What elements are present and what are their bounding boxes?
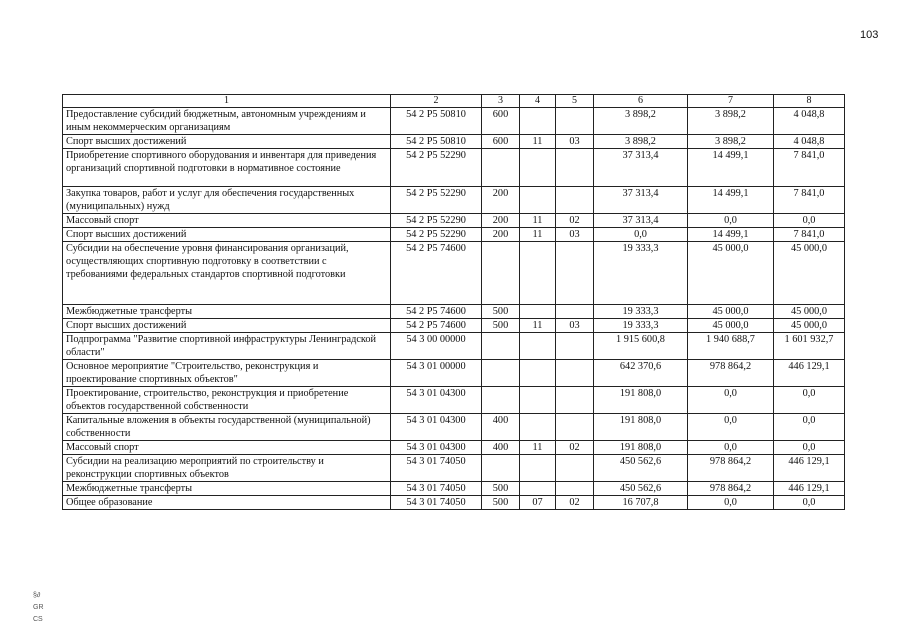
row-name: Приобретение спортивного оборудования и инвентаря для приведения организаций спортивной подготовки в нормативное состояние [63, 149, 391, 187]
expense-type: 500 [482, 496, 520, 510]
amount-col7: 14 499,1 [688, 187, 774, 214]
amount-col6: 37 313,4 [594, 187, 688, 214]
expense-type [482, 333, 520, 360]
target-code: 54 3 00 00000 [391, 333, 482, 360]
expense-type: 500 [482, 319, 520, 333]
subsection [556, 482, 594, 496]
target-code: 54 2 P5 52290 [391, 149, 482, 187]
row-name: Массовый спорт [63, 214, 391, 228]
table-row [63, 149, 845, 187]
section [520, 414, 556, 441]
amount-col6: 642 370,6 [594, 360, 688, 387]
amount-col8: 0,0 [774, 441, 845, 455]
section [520, 455, 556, 482]
amount-col8: 1 601 932,7 [774, 333, 845, 360]
header-cell: 1 [63, 95, 391, 108]
header-cell: 8 [774, 95, 845, 108]
header-cell: 7 [688, 95, 774, 108]
section [520, 187, 556, 214]
subsection [556, 414, 594, 441]
subsection [556, 305, 594, 319]
row-name: Межбюджетные трансферты [63, 482, 391, 496]
amount-col7: 0,0 [688, 214, 774, 228]
amount-col6: 0,0 [594, 228, 688, 242]
section: 11 [520, 135, 556, 149]
subsection [556, 455, 594, 482]
subsection: 02 [556, 214, 594, 228]
table-row [63, 319, 845, 333]
amount-col6: 19 333,3 [594, 242, 688, 305]
amount-col6: 191 808,0 [594, 414, 688, 441]
amount-col7: 45 000,0 [688, 242, 774, 305]
amount-col8: 0,0 [774, 387, 845, 414]
subsection: 02 [556, 496, 594, 510]
row-name: Спорт высших достижений [63, 228, 391, 242]
subsection [556, 108, 594, 135]
expense-type: 400 [482, 414, 520, 441]
amount-col7: 3 898,2 [688, 135, 774, 149]
row-name: Подпрограмма "Развитие спортивной инфраструктуры Ленинградской области" [63, 333, 391, 360]
header-cell: 3 [482, 95, 520, 108]
amount-col8: 446 129,1 [774, 360, 845, 387]
amount-col7: 0,0 [688, 387, 774, 414]
table-row [63, 455, 845, 482]
amount-col8: 45 000,0 [774, 242, 845, 305]
section [520, 149, 556, 187]
section [520, 360, 556, 387]
subsection [556, 149, 594, 187]
subsection [556, 387, 594, 414]
margin-mark: GR [33, 604, 44, 611]
target-code: 54 3 01 74050 [391, 496, 482, 510]
amount-col6: 16 707,8 [594, 496, 688, 510]
amount-col8: 45 000,0 [774, 319, 845, 333]
amount-col8: 0,0 [774, 414, 845, 441]
target-code: 54 2 P5 50810 [391, 135, 482, 149]
row-name: Массовый спорт [63, 441, 391, 455]
target-code: 54 3 01 74050 [391, 482, 482, 496]
row-name: Межбюджетные трансферты [63, 305, 391, 319]
table-row [63, 387, 845, 414]
expense-type: 200 [482, 187, 520, 214]
amount-col7: 978 864,2 [688, 360, 774, 387]
subsection [556, 360, 594, 387]
subsection: 03 [556, 319, 594, 333]
row-name: Предоставление субсидий бюджетным, автономным учреждениям и иным некоммерческим организациям [63, 108, 391, 135]
expense-type: 400 [482, 441, 520, 455]
row-name: Общее образование [63, 496, 391, 510]
section [520, 482, 556, 496]
target-code: 54 2 P5 74600 [391, 319, 482, 333]
target-code: 54 3 01 04300 [391, 441, 482, 455]
amount-col7: 45 000,0 [688, 319, 774, 333]
table-row [63, 305, 845, 319]
target-code: 54 3 01 04300 [391, 414, 482, 441]
amount-col7: 14 499,1 [688, 228, 774, 242]
expense-type: 500 [482, 305, 520, 319]
expense-type: 200 [482, 214, 520, 228]
row-name: Спорт высших достижений [63, 135, 391, 149]
subsection: 03 [556, 228, 594, 242]
amount-col8: 45 000,0 [774, 305, 845, 319]
amount-col7: 0,0 [688, 414, 774, 441]
section: 07 [520, 496, 556, 510]
row-name: Спорт высших достижений [63, 319, 391, 333]
amount-col6: 450 562,6 [594, 455, 688, 482]
table-row [63, 135, 845, 149]
table-row [63, 187, 845, 214]
expense-type [482, 387, 520, 414]
amount-col7: 978 864,2 [688, 482, 774, 496]
section [520, 108, 556, 135]
row-name: Капитальные вложения в объекты государственной (муниципальной) собственности [63, 414, 391, 441]
amount-col7: 3 898,2 [688, 108, 774, 135]
section [520, 305, 556, 319]
amount-col6: 191 808,0 [594, 387, 688, 414]
section: 11 [520, 319, 556, 333]
row-name: Основное мероприятие "Строительство, реконструкция и проектирование спортивных объектов" [63, 360, 391, 387]
amount-col6: 19 333,3 [594, 319, 688, 333]
amount-col8: 0,0 [774, 496, 845, 510]
table-row [63, 214, 845, 228]
subsection [556, 333, 594, 360]
expense-type: 600 [482, 135, 520, 149]
subsection: 02 [556, 441, 594, 455]
amount-col8: 0,0 [774, 214, 845, 228]
amount-col8: 7 841,0 [774, 149, 845, 187]
header-cell: 5 [556, 95, 594, 108]
expense-type: 500 [482, 482, 520, 496]
row-name: Субсидии на реализацию мероприятий по строительству и реконструкции спортивных объектов [63, 455, 391, 482]
subsection [556, 187, 594, 214]
table-row [63, 333, 845, 360]
amount-col8: 446 129,1 [774, 455, 845, 482]
amount-col8: 446 129,1 [774, 482, 845, 496]
target-code: 54 2 P5 50810 [391, 108, 482, 135]
amount-col8: 4 048,8 [774, 135, 845, 149]
expense-type [482, 455, 520, 482]
margin-mark: §∂ [33, 592, 41, 599]
target-code: 54 2 P5 52290 [391, 187, 482, 214]
header-cell: 2 [391, 95, 482, 108]
expense-type [482, 149, 520, 187]
amount-col7: 978 864,2 [688, 455, 774, 482]
section [520, 333, 556, 360]
amount-col6: 191 808,0 [594, 441, 688, 455]
header-cell: 4 [520, 95, 556, 108]
expense-type [482, 360, 520, 387]
margin-mark: CS [33, 616, 43, 623]
subsection [556, 242, 594, 305]
amount-col6: 37 313,4 [594, 214, 688, 228]
section: 11 [520, 441, 556, 455]
row-name: Проектирование, строительство, реконструкция и приобретение объектов государственной собственности [63, 387, 391, 414]
table-row [63, 108, 845, 135]
section [520, 242, 556, 305]
amount-col7: 0,0 [688, 496, 774, 510]
table-row [63, 228, 845, 242]
table-row [63, 482, 845, 496]
table-row [63, 360, 845, 387]
table-row [63, 496, 845, 510]
target-code: 54 2 P5 52290 [391, 228, 482, 242]
amount-col7: 1 940 688,7 [688, 333, 774, 360]
amount-col7: 0,0 [688, 441, 774, 455]
amount-col8: 4 048,8 [774, 108, 845, 135]
amount-col6: 1 915 600,8 [594, 333, 688, 360]
expense-type: 600 [482, 108, 520, 135]
amount-col6: 3 898,2 [594, 135, 688, 149]
row-name: Закупка товаров, работ и услуг для обеспечения государственных (муниципальных) нужд [63, 187, 391, 214]
amount-col6: 37 313,4 [594, 149, 688, 187]
section: 11 [520, 214, 556, 228]
expense-type: 200 [482, 228, 520, 242]
amount-col8: 7 841,0 [774, 187, 845, 214]
amount-col6: 450 562,6 [594, 482, 688, 496]
table-row [63, 441, 845, 455]
budget-table [62, 94, 845, 510]
expense-type [482, 242, 520, 305]
target-code: 54 2 P5 74600 [391, 242, 482, 305]
target-code: 54 2 P5 74600 [391, 305, 482, 319]
amount-col7: 45 000,0 [688, 305, 774, 319]
table-row [63, 242, 845, 305]
table-row [63, 414, 845, 441]
header-cell: 6 [594, 95, 688, 108]
amount-col7: 14 499,1 [688, 149, 774, 187]
section [520, 387, 556, 414]
target-code: 54 3 01 00000 [391, 360, 482, 387]
row-name: Субсидии на обеспечение уровня финансирования организаций, осуществляющих спортивную подготовку в соответствии с требованиями федеральных стандартов спортивной подготовки [63, 242, 391, 305]
page-number: 103 [860, 29, 879, 41]
section: 11 [520, 228, 556, 242]
header-row [63, 95, 845, 108]
amount-col6: 3 898,2 [594, 108, 688, 135]
amount-col6: 19 333,3 [594, 305, 688, 319]
target-code: 54 2 P5 52290 [391, 214, 482, 228]
subsection: 03 [556, 135, 594, 149]
target-code: 54 3 01 74050 [391, 455, 482, 482]
amount-col8: 7 841,0 [774, 228, 845, 242]
target-code: 54 3 01 04300 [391, 387, 482, 414]
